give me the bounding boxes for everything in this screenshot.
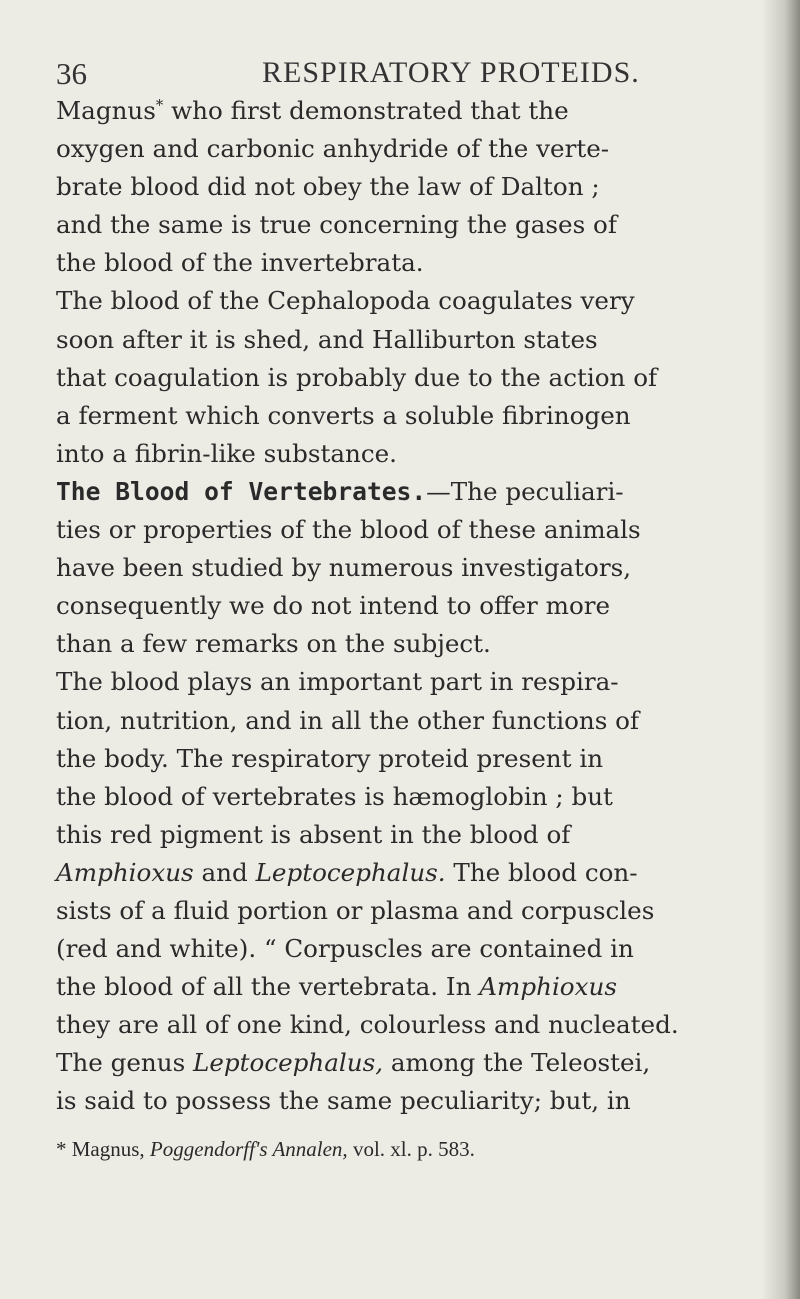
- text-line: into a fibrin-like substance.: [56, 438, 397, 468]
- text-line: they are all of one kind, colourless and nucleated.: [56, 1010, 679, 1040]
- text-line: is said to possess the same peculiarity; but, in: [56, 1086, 631, 1116]
- text-line: brate blood did not obey the law of Dalton ;: [56, 172, 600, 202]
- text-line: the blood of vertebrates is hæmoglobin ; but: [56, 781, 613, 811]
- text-span: the blood of all the vertebrata. In: [56, 972, 480, 1002]
- text-line: than a few remarks on the subject.: [56, 629, 491, 659]
- italic-span: Leptocephalus,: [193, 1048, 384, 1078]
- italic-span: Amphioxus: [56, 857, 194, 887]
- text-line: oxygen and carbonic anhydride of the verte-: [56, 134, 610, 164]
- text-line: [56, 473, 744, 511]
- text-line: the body. The respiratory proteid present in: [56, 743, 604, 773]
- footnote-marker: *: [155, 96, 164, 114]
- text-span: The blood con-: [445, 857, 638, 887]
- text-span: The genus: [56, 1048, 194, 1078]
- text-line: (red and white). “ Corpuscles are contained in: [56, 934, 634, 964]
- page-number: 36: [56, 56, 87, 91]
- text-span: Magnus: [56, 96, 156, 125]
- text-line: [56, 854, 744, 892]
- page-header: [0, 56, 800, 96]
- text-line: [56, 968, 744, 1006]
- text-line: have been studied by numerous investigators,: [56, 553, 632, 583]
- page-edge-shadow: [762, 0, 800, 1299]
- text-span: who first demonstrated that the: [163, 96, 569, 125]
- text-span: among the Teleostei,: [383, 1048, 651, 1078]
- text-line: sists of a fluid portion or plasma and corpuscles: [56, 895, 655, 925]
- running-head: RESPIRATORY PROTEIDS.: [262, 56, 640, 89]
- text-line: consequently we do not intend to offer more: [56, 591, 611, 621]
- section-heading: The Blood of Vertebrates.: [56, 476, 427, 506]
- text-line: [56, 92, 744, 130]
- text-line: the blood of the invertebrata.: [56, 248, 424, 278]
- text-line: ties or properties of the blood of these animals: [56, 515, 641, 545]
- text-line: soon after it is shed, and Halliburton states: [56, 324, 598, 354]
- text-line: tion, nutrition, and in all the other functions of: [56, 705, 640, 735]
- text-span: —The peculiari-: [426, 476, 624, 506]
- text-line: [56, 1044, 744, 1082]
- text-span: and: [193, 857, 256, 887]
- italic-span: Leptocephalus.: [255, 857, 446, 887]
- body-text: [56, 92, 744, 1121]
- text-line: and the same is true concerning the gases of: [56, 210, 617, 240]
- text-line: The blood of the Cephalopoda coagulates very: [56, 286, 635, 316]
- footnote-text: * Magnus,: [56, 1137, 150, 1161]
- text-line: The blood plays an important part in respira-: [56, 667, 619, 697]
- text-line: this red pigment is absent in the blood of: [56, 819, 571, 849]
- footnote-journal: Poggendorff's Annalen,: [149, 1137, 348, 1161]
- italic-span: Amphioxus: [479, 972, 617, 1002]
- text-line: that coagulation is probably due to the action of: [56, 362, 658, 392]
- text-line: a ferment which converts a soluble fibrinogen: [56, 400, 631, 430]
- footnote-text: vol. xl. p. 583.: [347, 1137, 475, 1161]
- footnote: [56, 1136, 744, 1162]
